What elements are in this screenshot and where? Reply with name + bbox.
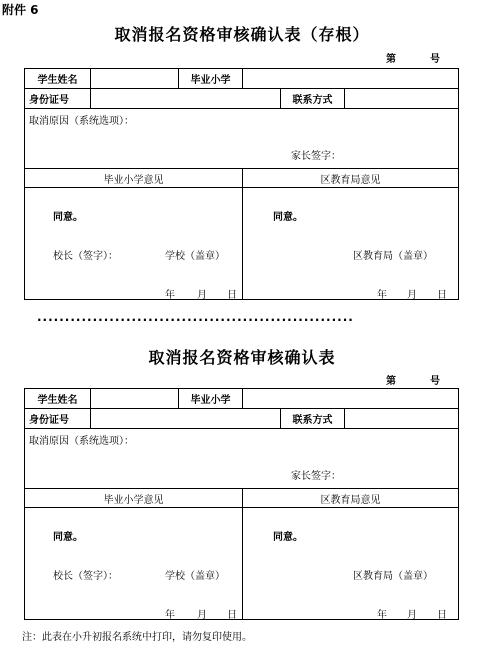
contact-value[interactable]: [345, 89, 459, 109]
bureau-agree: 同意。: [273, 212, 303, 223]
bureau-date-day: 日: [437, 290, 447, 301]
school-date-day: 日: [227, 610, 237, 621]
student-name-value[interactable]: [91, 389, 179, 409]
serial-prefix: 第: [386, 376, 396, 387]
school-agree: 同意。: [53, 212, 83, 223]
bureau-date-year: 年: [377, 610, 387, 621]
id-number-label: 身份证号: [25, 89, 91, 109]
primary-school-label: 毕业小学: [179, 69, 243, 89]
parent-sign-label: 家长签字：: [291, 471, 341, 482]
school-date-day: 日: [227, 290, 237, 301]
school-seal-label: 学校（盖章）: [165, 251, 225, 262]
school-date-month: 月: [197, 610, 207, 621]
school-opinion-cell: [25, 508, 243, 620]
primary-school-value[interactable]: [243, 389, 459, 409]
school-seal-label: 学校（盖章）: [165, 571, 225, 582]
school-date-year: 年: [165, 290, 175, 301]
serial-suffix: 号: [430, 54, 440, 65]
bureau-date-year: 年: [377, 290, 387, 301]
stub-form-table: [24, 68, 459, 300]
student-name-label: 学生姓名: [25, 389, 91, 409]
principal-sign-label: 校长（签字）：: [53, 251, 118, 262]
primary-school-label: 毕业小学: [179, 389, 243, 409]
bureau-agree: 同意。: [273, 532, 303, 543]
school-agree: 同意。: [53, 532, 83, 543]
bureau-opinion-cell: [243, 508, 459, 620]
parent-sign-label: 家长签字：: [291, 151, 341, 162]
bureau-date-month: 月: [407, 290, 417, 301]
cancel-reason-cell: [25, 109, 459, 169]
cancel-reason-label: 取消原因（系统选项）：: [29, 116, 134, 127]
bureau-date-day: 日: [437, 610, 447, 621]
school-opinion-header: 毕业小学意见: [25, 489, 243, 508]
footnote: 注：此表在小升初报名系统中打印，请勿复印使用。: [22, 632, 252, 643]
bureau-date-month: 月: [407, 610, 417, 621]
bureau-opinion-header: 区教育局意见: [243, 169, 459, 188]
bureau-opinion-cell: [243, 188, 459, 300]
attachment-label: 附件 6: [2, 3, 39, 17]
student-name-value[interactable]: [91, 69, 179, 89]
serial-prefix: 第: [386, 54, 396, 65]
main-form-table: [24, 388, 459, 620]
contact-label: 联系方式: [281, 89, 345, 109]
bureau-opinion-header: 区教育局意见: [243, 489, 459, 508]
contact-label: 联系方式: [281, 409, 345, 429]
cut-line: ·························································: [37, 313, 354, 327]
stub-title: 取消报名资格审核确认表（存根）: [114, 25, 370, 44]
school-opinion-cell: [25, 188, 243, 300]
bureau-seal-label: 区教育局（盖章）: [353, 251, 433, 262]
serial-suffix: 号: [430, 376, 440, 387]
bureau-seal-label: 区教育局（盖章）: [353, 571, 433, 582]
contact-value[interactable]: [345, 409, 459, 429]
school-date-year: 年: [165, 610, 175, 621]
school-opinion-header: 毕业小学意见: [25, 169, 243, 188]
main-title: 取消报名资格审核确认表: [148, 348, 336, 367]
school-date-month: 月: [197, 290, 207, 301]
primary-school-value[interactable]: [243, 69, 459, 89]
id-number-label: 身份证号: [25, 409, 91, 429]
student-name-label: 学生姓名: [25, 69, 91, 89]
principal-sign-label: 校长（签字）：: [53, 571, 118, 582]
cancel-reason-label: 取消原因（系统选项）：: [29, 436, 134, 447]
id-number-value[interactable]: [91, 409, 281, 429]
id-number-value[interactable]: [91, 89, 281, 109]
cancel-reason-cell: [25, 429, 459, 489]
